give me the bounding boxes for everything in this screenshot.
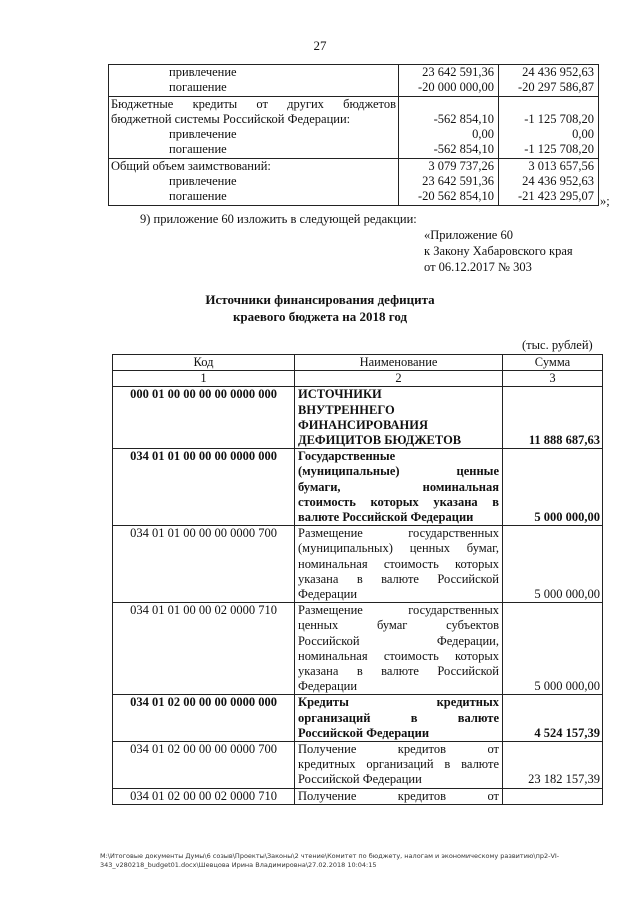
row-code: 034 01 01 00 00 00 0000 000	[113, 449, 295, 526]
value-year1: 0,00	[399, 127, 499, 142]
name-line: Федерации	[298, 587, 358, 602]
column-number: 2	[295, 371, 503, 387]
row-sum: 5 000 000,00	[503, 603, 603, 695]
table-row	[113, 742, 603, 789]
table-row	[113, 695, 603, 742]
value-year1: -562 854,10	[399, 96, 499, 127]
table-row	[113, 603, 603, 695]
table-row	[113, 788, 603, 804]
row-name	[295, 387, 503, 449]
table-row	[113, 526, 603, 603]
row-name	[295, 788, 503, 804]
table-row	[113, 387, 603, 449]
row-sum: 4 524 157,39	[503, 695, 603, 742]
name-line: Федерации	[298, 679, 358, 694]
continuation-closing-mark: »;	[600, 194, 610, 208]
value-year1: 23 642 591,36	[399, 174, 499, 189]
financing-sources-table	[112, 354, 603, 805]
document-title-line1: Источники финансирования дефицита	[205, 292, 435, 307]
column-number: 1	[113, 371, 295, 387]
value-year2: -21 423 295,07	[499, 189, 599, 205]
table-row	[109, 80, 599, 96]
name-line: бумаги, номинальная	[298, 479, 499, 494]
name-line: Российской Федерации,	[298, 633, 499, 648]
name-line: валюте Российской Федерации	[298, 510, 474, 525]
document-title-line2: краевого бюджета на 2018 год	[232, 309, 408, 324]
name-line: номинальная стоимость которых	[298, 648, 499, 663]
row-code: 034 01 01 00 00 00 0000 700	[113, 526, 295, 603]
label-line: привлечение	[169, 127, 237, 142]
row-name	[295, 742, 503, 789]
value-year1: 23 642 591,36	[399, 65, 499, 81]
amendment-instruction: 9) приложение 60 изложить в следующей редакции:	[140, 212, 417, 226]
name-line: Получение кредитов от	[298, 788, 499, 803]
footer-line: М:\Итоговые документы Думы\6 созыв\Проекты\Законы\2 чтение\Комитет по бюджету, налогам и экономическому развитию\пр2-VI-	[100, 852, 560, 860]
row-name	[295, 603, 503, 695]
row-label	[109, 80, 399, 96]
name-line: ВНУТРЕННЕГО	[298, 402, 395, 417]
row-sum: 5 000 000,00	[503, 526, 603, 603]
value-year1: -20 562 854,10	[399, 189, 499, 205]
row-code: 034 01 02 00 00 00 0000 700	[113, 742, 295, 789]
table-row	[109, 127, 599, 142]
header-sum: Сумма	[503, 355, 603, 371]
name-line: Получение кредитов от	[298, 742, 499, 757]
name-line: номинальная стоимость которых	[298, 556, 499, 571]
table-row	[109, 65, 599, 81]
name-line: кредитных организаций в валюте	[298, 757, 499, 772]
name-line: Кредиты кредитных	[298, 695, 499, 710]
name-line: ИСТОЧНИКИ	[298, 387, 382, 402]
label-line: погашение	[169, 80, 227, 95]
row-code: 034 01 02 00 00 02 0000 710	[113, 788, 295, 804]
value-year1: -562 854,10	[399, 142, 499, 158]
row-code: 034 01 01 00 00 02 0000 710	[113, 603, 295, 695]
header-code: Код	[113, 355, 295, 371]
table-row	[109, 158, 599, 174]
value-year2: 0,00	[499, 127, 599, 142]
label-line: привлечение	[169, 174, 237, 189]
value-year2: 3 013 657,56	[499, 158, 599, 174]
name-line: ФИНАНСИРОВАНИЯ	[298, 417, 429, 432]
label-line: бюджетной системы Российской Федерации:	[111, 111, 351, 126]
table-row	[109, 96, 599, 127]
table-row	[109, 174, 599, 189]
name-line: Государственные	[298, 449, 396, 464]
value-year2: -20 297 586,87	[499, 80, 599, 96]
row-sum: 23 182 157,39	[503, 742, 603, 789]
name-line: Российской Федерации	[298, 725, 430, 740]
appendix-number: «Приложение 60	[424, 228, 513, 242]
name-line: указана в валюте Российской	[298, 664, 499, 679]
row-name	[295, 695, 503, 742]
column-number-row	[113, 371, 603, 387]
value-year2: -1 125 708,20	[499, 96, 599, 127]
file-path-footer	[100, 852, 600, 870]
label-line: привлечение	[169, 65, 237, 79]
name-line: Российской Федерации	[298, 772, 422, 787]
name-line: указана в валюте Российской	[298, 571, 499, 586]
value-year2: 24 436 952,63	[499, 174, 599, 189]
name-line: ДЕФИЦИТОВ БЮДЖЕТОВ	[298, 433, 462, 448]
table-row	[109, 142, 599, 158]
name-line: организаций в валюте	[298, 710, 499, 725]
row-label	[109, 189, 399, 205]
row-code: 000 01 00 00 00 00 0000 000	[113, 387, 295, 449]
label-line: погашение	[169, 142, 227, 157]
row-code: 034 01 02 00 00 00 0000 000	[113, 695, 295, 742]
name-line: стоимость которых указана в	[298, 494, 499, 509]
value-year2: -1 125 708,20	[499, 142, 599, 158]
table-row	[109, 189, 599, 205]
row-name	[295, 526, 503, 603]
column-number: 3	[503, 371, 603, 387]
row-label	[109, 174, 399, 189]
name-line: ценных бумаг субъектов	[298, 618, 499, 633]
table-row	[113, 449, 603, 526]
appendix-law-reference: к Закону Хабаровского края	[424, 244, 573, 258]
row-sum	[503, 788, 603, 804]
row-label	[109, 96, 399, 127]
page-number: 27	[313, 38, 327, 53]
name-line: Размещение государственных	[298, 526, 499, 541]
name-line: (муниципальные) ценные	[298, 464, 499, 479]
name-line: (муниципальных) ценных бумаг,	[298, 541, 499, 556]
value-year2: 24 436 952,63	[499, 65, 599, 81]
value-year1: -20 000 000,00	[399, 80, 499, 96]
row-label	[109, 127, 399, 142]
label-line: Бюджетные кредиты от других бюджетов	[111, 96, 396, 111]
label-line: погашение	[169, 189, 227, 204]
row-name	[295, 449, 503, 526]
name-line: Размещение государственных	[298, 603, 499, 618]
row-sum: 5 000 000,00	[503, 449, 603, 526]
footer-line: 343_v280218_budget01.docx\Шевцова Ирина Владимировна\27.02.2018 10:04:15	[100, 861, 377, 869]
row-label	[109, 142, 399, 158]
row-label	[109, 158, 399, 174]
header-name: Наименование	[295, 355, 503, 371]
continuation-table	[108, 64, 599, 206]
row-sum: 11 888 687,63	[503, 387, 603, 449]
row-label	[109, 65, 399, 81]
appendix-law-date: от 06.12.2017 № 303	[424, 260, 532, 274]
label-line: Общий объем заимствований:	[111, 158, 271, 173]
table-header-row	[113, 355, 603, 371]
unit-label: (тыс. рублей)	[522, 338, 593, 352]
value-year1: 3 079 737,26	[399, 158, 499, 174]
